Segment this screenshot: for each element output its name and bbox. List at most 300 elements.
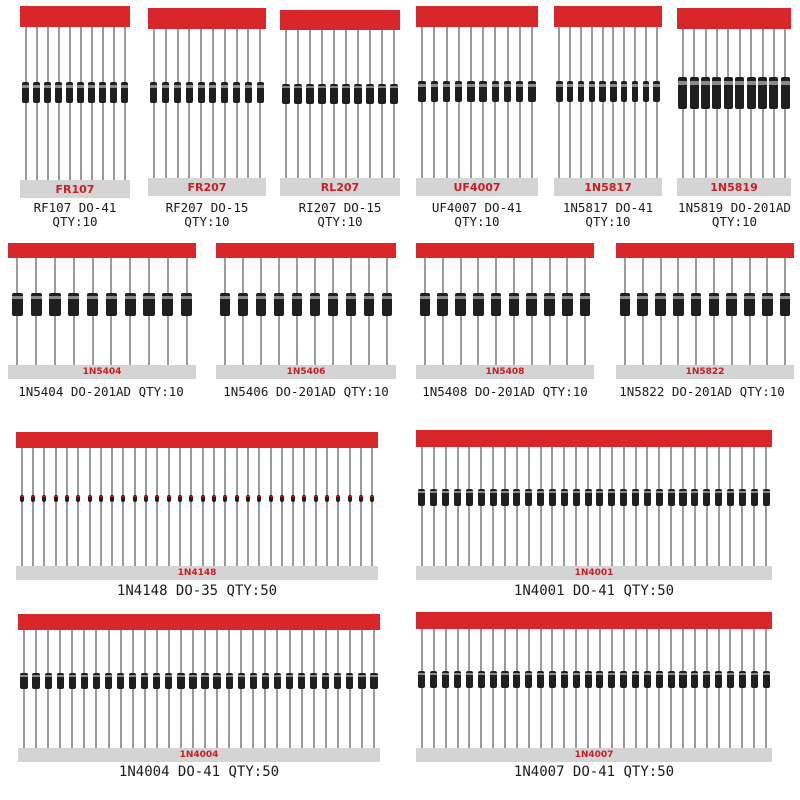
cathode-band: [314, 496, 318, 497]
cathode-band: [466, 673, 473, 675]
lead-wire: [224, 29, 226, 178]
red-tape: [554, 6, 662, 27]
lead-wire: [706, 447, 708, 566]
cathode-band: [501, 491, 508, 493]
paper-label-1n5404: [8, 365, 196, 379]
cathode-band: [608, 491, 615, 493]
diode-body: [133, 495, 137, 502]
cathode-band: [274, 675, 281, 677]
cathode-band: [88, 85, 95, 88]
diode-body: [174, 82, 181, 103]
diode-strip-1n5819: [677, 8, 791, 196]
diode-body: [87, 293, 98, 316]
cathode-band: [370, 496, 374, 497]
cathode-band: [430, 673, 437, 675]
cathode-band: [528, 84, 535, 87]
diode-body: [269, 495, 273, 502]
lead-wire: [507, 27, 509, 178]
cathode-band: [739, 491, 746, 493]
diode-body: [165, 673, 172, 689]
diode-body: [490, 489, 497, 506]
cathode-band: [31, 296, 42, 299]
diode-body: [330, 84, 337, 104]
lead-wire: [580, 27, 582, 178]
diode-body: [181, 293, 192, 316]
lead-wire: [80, 27, 82, 180]
cathode-band: [454, 491, 461, 493]
cathode-band: [129, 675, 136, 677]
diode-body: [420, 293, 431, 316]
lead-wire: [670, 629, 672, 748]
lead-wire: [259, 29, 261, 178]
cathode-band: [346, 296, 357, 299]
diode-body: [585, 489, 592, 506]
cathode-band: [735, 81, 744, 85]
lead-wire: [357, 30, 359, 178]
diode-body: [274, 673, 281, 689]
lead-wire: [433, 27, 435, 178]
cathode-band: [294, 86, 301, 88]
strip-label: 1N5819: [710, 180, 758, 194]
strip-label: 1N5406: [286, 367, 326, 377]
lead-wire: [289, 630, 291, 748]
cathode-band: [125, 296, 136, 299]
cathode-band: [68, 296, 79, 299]
diode-body: [589, 81, 595, 102]
strip-label: 1N4001: [574, 568, 614, 578]
lead-wire: [563, 629, 565, 748]
lead-wire: [321, 30, 323, 178]
paper-label-fr107: [20, 180, 130, 198]
caption-qty: QTY:10: [711, 214, 758, 230]
cathode-band: [567, 84, 573, 87]
diode-body: [751, 489, 758, 506]
lead-wire: [168, 630, 170, 748]
cathode-band: [292, 296, 303, 299]
cathode-band: [455, 296, 466, 299]
lead-wire: [303, 448, 305, 566]
diode-body: [501, 489, 508, 506]
diode-body: [68, 293, 79, 316]
strip-label: 1N5822: [685, 367, 725, 377]
cathode-band: [22, 85, 29, 88]
cathode-band: [390, 86, 397, 88]
lead-wire: [635, 629, 637, 748]
diode-body: [632, 489, 639, 506]
diode-body: [121, 495, 125, 502]
caption-part-package: RF107 DO-41: [33, 200, 117, 215]
paper-label-fr207: [148, 178, 266, 196]
diode-body: [513, 489, 520, 506]
diode-body: [735, 77, 744, 109]
lead-wire: [516, 447, 518, 566]
cathode-band: [233, 85, 240, 88]
lead-wire: [168, 448, 170, 566]
lead-wire: [36, 27, 38, 180]
diode-body: [257, 82, 264, 103]
diode-body: [144, 495, 148, 502]
cathode-band: [727, 673, 734, 675]
lead-wire: [333, 30, 335, 178]
diode-body: [466, 489, 473, 506]
diode-body: [556, 81, 562, 102]
diode-body: [455, 81, 462, 102]
diode-body: [739, 671, 746, 688]
cathode-band: [637, 296, 648, 299]
cathode-band: [150, 85, 157, 88]
cathode-band: [212, 496, 216, 497]
red-tape: [616, 243, 794, 258]
diode-body: [573, 489, 580, 506]
cathode-band: [621, 84, 627, 87]
diode-body: [302, 495, 306, 502]
cathode-band: [99, 85, 106, 88]
strip-label: UF4007: [453, 180, 501, 194]
diode-body: [525, 671, 532, 688]
paper-label-1n5406: [216, 365, 396, 379]
lead-wire: [694, 447, 696, 566]
diode-body: [155, 495, 159, 502]
cathode-band: [596, 673, 603, 675]
cathode-band: [443, 84, 450, 87]
diode-body: [220, 293, 231, 316]
diode-body: [186, 82, 193, 103]
diode-strip-1n5817: [554, 6, 662, 196]
lead-wire: [718, 629, 720, 748]
lead-wire: [504, 447, 506, 566]
red-tape: [416, 612, 772, 629]
diode-body: [198, 82, 205, 103]
cathode-band: [715, 491, 722, 493]
diode-body: [189, 673, 196, 689]
lead-wire: [100, 448, 102, 566]
cathode-band: [167, 496, 171, 497]
diode-body: [509, 293, 520, 316]
diode-body: [478, 671, 485, 688]
diode-body: [501, 671, 508, 688]
caption-1n5822: 1N5822 DO-201AD QTY:10: [619, 384, 785, 399]
cathode-band: [691, 296, 702, 299]
diode-body: [491, 293, 502, 316]
cathode-band: [455, 84, 462, 87]
paper-label-1n5408: [416, 365, 594, 379]
caption-1n4001: 1N4001 DO-41 QTY:50: [513, 583, 675, 599]
diode-body: [31, 293, 42, 316]
caption-fr207: [142, 201, 272, 230]
diode-body: [348, 495, 352, 502]
cathode-band: [81, 675, 88, 677]
cathode-band: [201, 675, 208, 677]
diode-body: [201, 495, 205, 502]
cathode-band: [492, 84, 499, 87]
diode-body: [442, 489, 449, 506]
cathode-band: [66, 85, 73, 88]
lead-wire: [213, 448, 215, 566]
diode-body: [77, 82, 84, 103]
strip-label: RL207: [320, 180, 360, 194]
diode-body: [42, 495, 46, 502]
lead-wire: [551, 447, 553, 566]
cathode-band: [632, 491, 639, 493]
caption-qty: QTY:10: [454, 214, 500, 230]
cathode-band: [121, 496, 125, 497]
lead-wire: [729, 629, 731, 748]
diode-body: [298, 673, 305, 689]
lead-wire: [528, 629, 530, 748]
lead-wire: [156, 448, 158, 566]
cathode-band: [712, 81, 721, 85]
cathode-band: [758, 81, 767, 85]
lead-wire: [433, 629, 435, 748]
cathode-band: [620, 296, 631, 299]
cathode-band: [442, 673, 449, 675]
cathode-band: [644, 673, 651, 675]
lead-wire: [258, 448, 260, 566]
lead-wire: [753, 447, 755, 566]
diode-body: [294, 84, 301, 104]
diode-body: [655, 293, 666, 316]
cathode-band: [437, 296, 448, 299]
lead-wire: [83, 630, 85, 748]
lead-wire: [236, 29, 238, 178]
diode-body: [596, 671, 603, 688]
diode-body: [466, 671, 473, 688]
diode-strip-1n4001: [416, 430, 772, 580]
diode-body: [117, 673, 124, 689]
diode-body: [45, 673, 52, 689]
cathode-band: [291, 496, 295, 497]
red-tape: [416, 430, 772, 447]
diode-strip-1n4004: [18, 614, 380, 762]
lead-wire: [297, 30, 299, 178]
cathode-band: [726, 296, 737, 299]
cathode-band: [691, 673, 698, 675]
cathode-band: [537, 673, 544, 675]
diode-body: [561, 671, 568, 688]
lead-wire: [492, 629, 494, 748]
caption-qty: QTY:10: [585, 214, 631, 230]
diode-strip-rl207: [280, 10, 400, 196]
lead-wire: [66, 448, 68, 566]
diode-body: [32, 673, 39, 689]
lead-wire: [360, 448, 362, 566]
diode-body: [656, 671, 663, 688]
cathode-band: [562, 296, 573, 299]
red-tape: [8, 243, 196, 258]
lead-wire: [77, 448, 79, 566]
lead-wire: [190, 448, 192, 566]
cathode-band: [223, 496, 227, 497]
diode-body: [65, 495, 69, 502]
lead-wire: [120, 630, 122, 748]
lead-wire: [611, 447, 613, 566]
lead-wire: [706, 629, 708, 748]
strip-label: FR107: [55, 182, 95, 196]
lead-wire: [309, 30, 311, 178]
diode-body: [585, 671, 592, 688]
lead-wire: [285, 30, 287, 178]
cathode-band: [121, 85, 128, 88]
lead-wire: [281, 448, 283, 566]
cathode-band: [143, 296, 154, 299]
cathode-band: [33, 85, 40, 88]
diode-body: [780, 293, 791, 316]
cathode-band: [76, 496, 80, 497]
lead-wire: [646, 447, 648, 566]
cathode-band: [226, 675, 233, 677]
caption-part-package: 1N5819 DO-201AD: [678, 200, 791, 215]
diode-body: [358, 673, 365, 689]
diode-strip-1n4007: [416, 612, 772, 762]
cathode-band: [334, 675, 341, 677]
cathode-band: [55, 85, 62, 88]
diode-body: [143, 293, 154, 316]
cathode-band: [668, 491, 675, 493]
lead-wire: [373, 630, 375, 748]
cathode-band: [610, 84, 616, 87]
cathode-band: [608, 673, 615, 675]
strip-label: 1N5817: [584, 180, 632, 194]
diode-body: [99, 495, 103, 502]
lead-wire: [468, 447, 470, 566]
lead-wire: [59, 630, 61, 748]
diode-body: [690, 77, 699, 109]
diode-body: [12, 293, 23, 316]
diode-body: [573, 671, 580, 688]
lead-wire: [236, 448, 238, 566]
lead-wire: [468, 629, 470, 748]
diode-body: [213, 673, 220, 689]
diode-body: [257, 495, 261, 502]
lead-wire: [47, 630, 49, 748]
diode-body: [209, 82, 216, 103]
lead-wire: [95, 630, 97, 748]
cathode-band: [769, 81, 778, 85]
diode-body: [177, 673, 184, 689]
lead-wire: [102, 27, 104, 180]
lead-wire: [612, 27, 614, 178]
diode-body: [744, 293, 755, 316]
cathode-band: [585, 491, 592, 493]
cathode-band: [473, 296, 484, 299]
cathode-band: [45, 675, 52, 677]
diode-body: [431, 81, 438, 102]
cathode-band: [348, 496, 352, 497]
cathode-band: [133, 496, 137, 497]
diode-body: [44, 82, 51, 103]
diode-body: [620, 671, 627, 688]
lead-wire: [292, 448, 294, 566]
cathode-band: [578, 84, 584, 87]
diode-body: [88, 82, 95, 103]
diode-body: [549, 671, 556, 688]
cathode-band: [418, 84, 425, 87]
lead-wire: [504, 629, 506, 748]
lead-wire: [345, 30, 347, 178]
diode-body: [724, 77, 733, 109]
lead-wire: [301, 630, 303, 748]
diode-body: [20, 495, 24, 502]
diode-body: [443, 81, 450, 102]
cathode-band: [727, 491, 734, 493]
lead-wire: [216, 630, 218, 748]
diode-body: [129, 673, 136, 689]
strip-label: 1N4148: [177, 568, 217, 578]
paper-label-1n5822: [616, 365, 794, 379]
cathode-band: [589, 84, 595, 87]
diode-body: [162, 82, 169, 103]
diode-body: [346, 673, 353, 689]
lead-wire: [519, 27, 521, 178]
diode-body: [562, 293, 573, 316]
caption-1n4007: 1N4007 DO-41 QTY:50: [513, 764, 675, 780]
cathode-band: [599, 84, 605, 87]
diode-body: [561, 489, 568, 506]
lead-wire: [113, 27, 115, 180]
cathode-band: [310, 296, 321, 299]
cathode-band: [280, 496, 284, 497]
diode-body: [528, 81, 535, 102]
diode-body: [679, 489, 686, 506]
diode-body: [504, 81, 511, 102]
lead-wire: [528, 447, 530, 566]
diode-body: [336, 495, 340, 502]
cathode-band: [632, 84, 638, 87]
lead-wire: [458, 27, 460, 178]
lead-wire: [694, 629, 696, 748]
cathode-band: [430, 491, 437, 493]
cathode-band: [678, 81, 687, 85]
diode-body: [620, 489, 627, 506]
diode-body: [644, 671, 651, 688]
lead-wire: [326, 448, 328, 566]
cathode-band: [322, 675, 329, 677]
diode-body: [328, 293, 339, 316]
cathode-band: [525, 673, 532, 675]
diode-body: [390, 84, 397, 104]
diode-body: [201, 673, 208, 689]
diode-body: [162, 293, 173, 316]
paper-label-rl207: [280, 178, 400, 196]
lead-wire: [551, 629, 553, 748]
diode-body: [479, 81, 486, 102]
lead-wire: [421, 27, 423, 178]
cathode-band: [467, 84, 474, 87]
cathode-band: [479, 84, 486, 87]
diode-body: [490, 671, 497, 688]
lead-wire: [494, 27, 496, 178]
cathode-band: [744, 296, 755, 299]
cathode-band: [31, 496, 35, 497]
diode-body: [382, 293, 393, 316]
cathode-band: [201, 496, 205, 497]
cathode-band: [49, 296, 60, 299]
diode-body: [758, 77, 767, 109]
cathode-band: [620, 491, 627, 493]
lead-wire: [470, 27, 472, 178]
cathode-band: [181, 296, 192, 299]
cathode-band: [235, 496, 239, 497]
strip-label: 1N4007: [574, 750, 614, 760]
cathode-band: [250, 675, 257, 677]
diode-strip-fr207: [148, 8, 266, 196]
diode-body: [221, 82, 228, 103]
lead-wire: [337, 630, 339, 748]
cathode-band: [478, 673, 485, 675]
cathode-band: [88, 496, 92, 497]
cathode-band: [54, 496, 58, 497]
diode-body: [325, 495, 329, 502]
